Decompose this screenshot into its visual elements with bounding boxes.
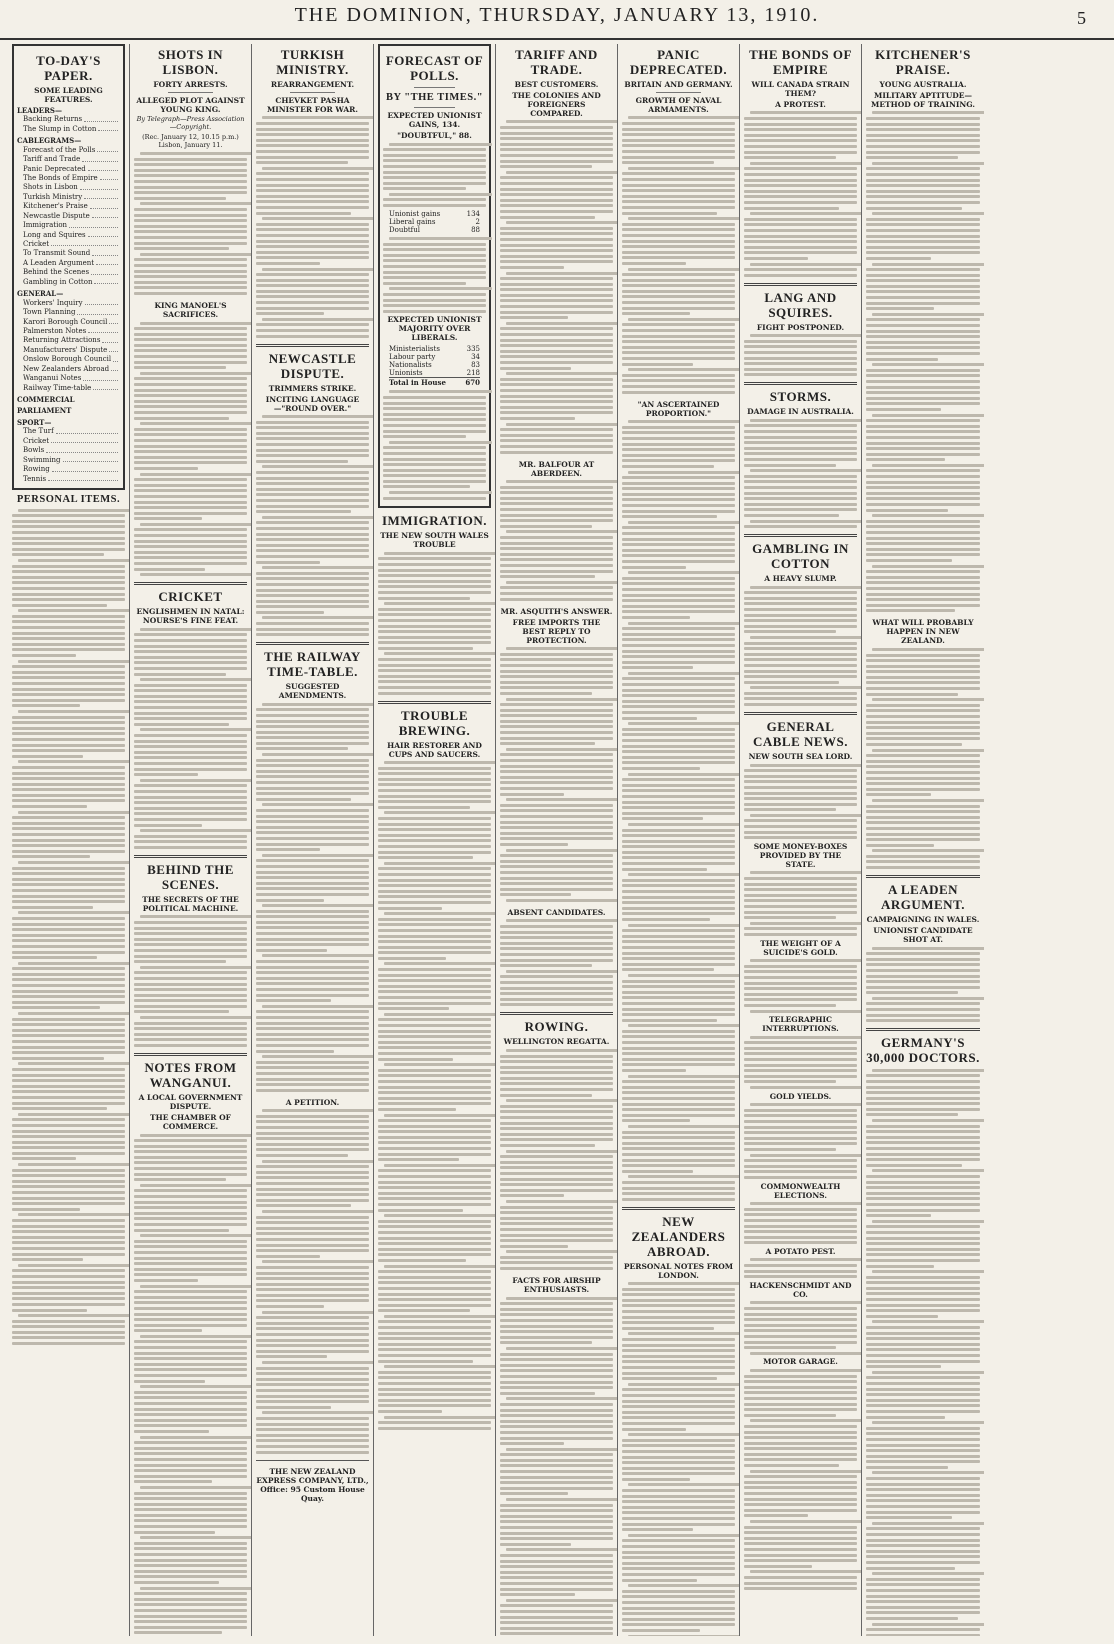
table-row: Doubtful 88	[389, 226, 480, 235]
index-section: COMMERCIAL	[17, 395, 75, 404]
index-item: Panic Deprecated	[17, 165, 120, 174]
article-body	[500, 919, 613, 1006]
article-body	[866, 648, 980, 869]
headline: ROWING.	[524, 1019, 589, 1035]
deck: MR. ASQUITH'S ANSWER.	[500, 606, 613, 616]
deck: REARRANGEMENT.	[270, 79, 355, 89]
headline: TARIFF AND TRADE.	[515, 47, 598, 77]
headline: STORMS.	[769, 389, 832, 405]
article-body	[744, 1301, 857, 1354]
article-body	[744, 1103, 857, 1179]
table-row: Liberal gains 2	[389, 218, 480, 227]
deck: GROWTH OF NAVAL ARMAMENTS.	[635, 95, 722, 114]
index-item: Turkish Ministry	[17, 193, 120, 202]
deck: FORTY ARRESTS.	[153, 79, 228, 89]
index-item: Manufacturers' Dispute	[17, 346, 120, 355]
page-columns	[8, 44, 1106, 1636]
article-body	[744, 1036, 857, 1089]
article-body	[744, 871, 857, 936]
deck: UNIONIST CANDIDATE SHOT AT.	[873, 925, 973, 944]
index-item: Long and Squires	[17, 231, 120, 240]
deck: PERSONAL NOTES FROM LONDON.	[623, 1261, 734, 1280]
deck: A PETITION.	[285, 1097, 340, 1107]
article-body	[744, 334, 857, 376]
index-list	[17, 106, 120, 484]
index-item: Bowls	[17, 446, 120, 455]
deck: MOTOR GARAGE.	[763, 1357, 838, 1367]
deck: A LOCAL GOVERNMENT DISPUTE.	[138, 1092, 243, 1111]
deck: HACKENSCHMIDT AND CO.	[749, 1280, 852, 1299]
article-body	[866, 947, 980, 1023]
column-4	[374, 44, 496, 1636]
article-body	[12, 509, 125, 1345]
deck: EXPECTED UNIONIST GAINS, 134.	[387, 110, 482, 129]
article-body	[378, 761, 491, 1430]
index-item: Kitchener's Praise	[17, 202, 120, 211]
index-item: Immigration	[17, 221, 120, 230]
article-body	[622, 116, 735, 393]
headline: TURKISH MINISTRY.	[276, 47, 349, 77]
column-3	[252, 44, 374, 1636]
deck: BEST CUSTOMERS.	[514, 79, 599, 89]
deck: FREE IMPORTS THE BEST REPLY TO PROTECTION.	[512, 617, 601, 645]
article-body	[744, 764, 857, 840]
article-body	[500, 647, 613, 902]
article-body	[256, 116, 369, 337]
index-item: The Bonds of Empire	[17, 174, 120, 183]
article-body	[622, 420, 735, 1201]
deck: FIGHT POSTPONED.	[756, 322, 845, 332]
index-item: Behind the Scenes	[17, 268, 120, 277]
index-item: Workers' Inquiry	[17, 299, 120, 308]
index-item: Town Planning	[17, 308, 120, 317]
column-6	[618, 44, 740, 1636]
deck: EXPECTED UNIONIST MAJORITY OVER LIBERALS.	[387, 315, 482, 343]
deck: COMMONWEALTH ELECTIONS.	[760, 1181, 841, 1200]
deck: THE WEIGHT OF A SUICIDE'S GOLD.	[760, 938, 841, 957]
index-item: Tennis	[17, 475, 120, 484]
deck: ALLEGED PLOT AGAINST YOUNG KING.	[136, 95, 245, 114]
article-body	[134, 628, 247, 849]
article-body	[383, 143, 486, 208]
forecast-table	[389, 210, 480, 234]
deck: SOME MONEY-BOXES PROVIDED BY THE STATE.	[753, 841, 848, 869]
article-body	[256, 703, 369, 1092]
index-item: Tariff and Trade	[17, 155, 120, 164]
article-body	[622, 1282, 735, 1636]
index-section: CABLEGRAMS—	[17, 136, 82, 146]
headline: KITCHENER'S PRAISE.	[875, 47, 971, 77]
column-8	[862, 44, 984, 1636]
headline: BEHIND THE SCENES.	[147, 861, 234, 892]
forecast-box	[378, 44, 491, 508]
index-item: To Transmit Sound	[17, 249, 120, 258]
article-body	[744, 1258, 857, 1278]
table-row: Nationalists 83	[389, 361, 480, 370]
masthead	[0, 0, 1114, 40]
deck: A POTATO PEST.	[765, 1246, 836, 1256]
headline: CRICKET	[158, 589, 223, 605]
deck: "AN ASCERTAINED PROPORTION."	[637, 399, 720, 418]
article-body	[134, 322, 247, 577]
deck: A PROTEST.	[775, 99, 826, 109]
headline: GERMANY'S 30,000 DOCTORS.	[866, 1035, 980, 1066]
deck: WHAT WILL PROBABLY HAPPEN IN NEW ZEALAND.	[872, 618, 974, 646]
article-body	[256, 1109, 369, 1453]
index-item: Palmerston Notes	[17, 327, 120, 336]
index-box	[12, 44, 125, 490]
deck: WILL CANADA STRAIN THEM?	[751, 79, 850, 98]
index-item: Forecast of the Polls	[17, 146, 120, 155]
deck: INCITING LANGUAGE—"ROUND OVER."	[265, 394, 360, 413]
table-row: Unionists 218	[389, 369, 480, 378]
article-body	[866, 1069, 980, 1636]
dateline: (Rec. January 12, 10.15 p.m.) Lisbon, January 11.	[142, 133, 239, 150]
deck: THE COLONIES AND FOREIGNERS COMPARED.	[512, 90, 601, 118]
headline: A LEADEN ARGUMENT.	[880, 882, 966, 912]
index-title: TO-DAY'S PAPER.	[36, 53, 101, 83]
index-item: A Leaden Argument	[17, 259, 120, 268]
article-body	[744, 1202, 857, 1244]
index-item: Wanganui Notes	[17, 374, 120, 383]
headline: NOTES FROM WANGANUI.	[144, 1060, 237, 1090]
article-body	[744, 959, 857, 1012]
deck: WELLINGTON REGATTA.	[503, 1037, 610, 1047]
deck: TRIMMERS STRIKE.	[268, 383, 357, 393]
index-item: Railway Time-table	[17, 384, 120, 393]
deck: BY "THE TIMES."	[385, 91, 484, 103]
index-item: Cricket	[17, 437, 120, 446]
index-item: The Slump in Cotton	[17, 125, 120, 134]
table-row: Total in House 670	[389, 378, 480, 388]
index-item: Shots in Lisbon	[17, 183, 120, 192]
index-section: GENERAL—	[17, 289, 64, 299]
headline: LANG AND SQUIRES.	[764, 289, 837, 320]
article-body	[500, 120, 613, 453]
column-2	[130, 44, 252, 1636]
table-row: Unionist gains 134	[389, 210, 480, 219]
deck: NEW SOUTH SEA LORD.	[748, 751, 853, 761]
index-item: Cricket	[17, 240, 120, 249]
headline: THE BONDS OF EMPIRE	[749, 47, 852, 77]
article-body	[744, 1369, 857, 1590]
deck: MILITARY APTITUDE—METHOD OF TRAINING.	[871, 90, 975, 109]
column-1	[8, 44, 130, 1636]
index-item: Rowing	[17, 465, 120, 474]
table-row: Ministerialists 335	[389, 345, 480, 354]
headline: TROUBLE BREWING.	[398, 707, 471, 738]
deck: THE NEW SOUTH WALES TROUBLE	[380, 531, 489, 550]
headline: NEWCASTLE DISPUTE.	[268, 350, 357, 381]
deck: TELEGRAPHIC INTERRUPTIONS.	[762, 1015, 839, 1034]
index-item: Gambling in Cotton	[17, 278, 120, 287]
byline: By Telegraph—Press Association—Copyright.	[136, 114, 245, 131]
index-section: PARLIAMENT	[17, 406, 72, 416]
index-item: Karori Borough Council	[17, 318, 120, 327]
article-body	[500, 1297, 613, 1636]
article-body	[744, 111, 857, 276]
article-body	[744, 419, 857, 528]
headline: PANIC DEPRECATED.	[629, 47, 728, 77]
deck: SUGGESTED AMENDMENTS.	[278, 682, 347, 701]
index-item: Returning Attractions	[17, 336, 120, 345]
column-5	[496, 44, 618, 1636]
index-section: LEADERS—	[17, 105, 62, 115]
article-body	[134, 1134, 247, 1635]
deck: A HEAVY SLUMP.	[764, 574, 837, 583]
article-body	[383, 237, 486, 313]
headline: NEW ZEALANDERS ABROAD.	[631, 1213, 726, 1259]
article-body	[383, 390, 486, 499]
index-section: SPORT—	[17, 417, 52, 427]
article-body	[744, 586, 857, 706]
page-number: 5	[1077, 8, 1086, 28]
deck: YOUNG AUSTRALIA.	[879, 79, 967, 89]
deck: ENGLISHMEN IN NATAL: NOURSE'S FINE FEAT.	[136, 607, 245, 626]
article-body	[378, 552, 491, 695]
deck: GOLD YIELDS.	[769, 1091, 832, 1101]
index-item: The Turf	[17, 427, 120, 436]
deck: "DOUBTFUL," 88.	[397, 130, 472, 140]
index-item: Backing Returns	[17, 115, 120, 124]
newspaper-title: THE DOMINION, THURSDAY, JANUARY 13, 1910.	[294, 4, 820, 26]
article-body	[500, 1049, 613, 1270]
headline: SHOTS IN LISBON.	[157, 47, 224, 77]
advertisement: THE NEW ZEALAND EXPRESS COMPANY, LTD., Office: 95 Custom House Quay.	[256, 1466, 369, 1503]
index-subtitle: SOME LEADING FEATURES.	[34, 85, 103, 104]
deck: CHEVKET PASHA MINISTER FOR WAR.	[266, 95, 359, 114]
headline: GENERAL CABLE NEWS.	[752, 719, 849, 749]
deck: MR. BALFOUR AT ABERDEEN.	[518, 459, 595, 478]
article-body	[866, 111, 980, 612]
article-body	[500, 480, 613, 600]
article-body	[134, 152, 247, 295]
deck: FACTS FOR AIRSHIP ENTHUSIASTS.	[512, 1276, 601, 1295]
column-7	[740, 44, 862, 1636]
index-item: Newcastle Dispute	[17, 212, 120, 221]
table-row: Labour party 34	[389, 353, 480, 362]
deck: CAMPAIGNING IN WALES.	[866, 914, 980, 924]
deck: DAMAGE IN AUSTRALIA.	[747, 407, 854, 417]
deck: KING MANOEL'S SACRIFICES.	[154, 300, 227, 319]
headline: IMMIGRATION.	[381, 513, 488, 529]
personal-items-head: PERSONAL ITEMS.	[16, 493, 121, 505]
index-item: New Zealanders Abroad	[17, 365, 120, 374]
deck: BRITAIN AND GERMANY.	[624, 79, 733, 89]
deck: ABSENT CANDIDATES.	[507, 907, 606, 917]
index-item: Onslow Borough Council	[17, 355, 120, 364]
article-body	[134, 915, 247, 1047]
headline: GAMBLING IN COTTON	[752, 541, 849, 572]
headline: THE RAILWAY TIME-TABLE.	[264, 649, 361, 680]
deck: THE SECRETS OF THE POLITICAL MACHINE.	[142, 894, 239, 913]
deck: THE CHAMBER OF COMMERCE.	[150, 1112, 231, 1131]
article-body	[256, 415, 369, 636]
house-table	[389, 345, 480, 387]
headline: FORECAST OF POLLS.	[385, 53, 484, 83]
deck: HAIR RESTORER AND CUPS AND SAUCERS.	[387, 740, 482, 759]
index-item: Swimming	[17, 456, 120, 465]
